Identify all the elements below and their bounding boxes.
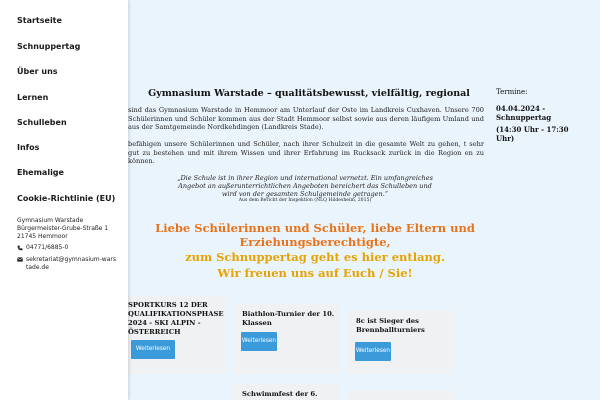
sidebar: [0, 0, 128, 400]
contact-phone-text: 04771/6885-0: [26, 244, 69, 251]
news-card: [128, 296, 226, 374]
news-card: [348, 390, 454, 400]
card-title[interactable]: 8c ist Sieger des Brennballturniers: [356, 317, 425, 334]
welcome-line-4: Wir freuen uns auf Euch / Sie!: [217, 266, 413, 280]
read-more-button[interactable]: Weiterlesen: [355, 342, 391, 361]
card-title[interactable]: Schwimmfest der 6.: [242, 390, 318, 398]
sidebar-item-schnuppertag[interactable]: Schnuppertag: [17, 42, 81, 51]
contact-email[interactable]: [17, 256, 117, 272]
read-more-button[interactable]: Weiterlesen: [131, 340, 175, 359]
page-title: Gymnasium Warstade – qualitätsbewusst, vielfältig, regional: [148, 88, 470, 99]
sidebar-item-ehemalige[interactable]: Ehemalige: [17, 168, 64, 177]
card-title[interactable]: Biathlon-Turnier der 10. Klassen: [242, 310, 335, 327]
sidebar-item-cookie-richtlinie[interactable]: Cookie-Richtlinie (EU): [17, 194, 116, 203]
welcome-line-2: Erziehungsberechtigte,: [239, 235, 391, 249]
news-card: [234, 384, 340, 400]
intro-paragraph-2: befähigen unsere Schülerinnen und Schüler, nach ihrer Schulzeit in die gesamte Welt zu gehen, t sehr gut zu bestehen und mit ihrem Wissen und ihrer Erfahrung im Rucksack zurück in die Region en zu können.: [128, 140, 484, 165]
termine-heading: Termine:: [496, 88, 528, 96]
termine-date: 04.04.2024 -: [496, 104, 546, 113]
termine-event[interactable]: Schnuppertag: [496, 113, 552, 122]
sidebar-item-schulleben[interactable]: Schulleben: [17, 118, 67, 127]
sidebar-item-startseite[interactable]: Startseite: [17, 16, 62, 25]
welcome-line-1: Liebe Schülerinnen und Schüler, liebe Eltern und: [155, 221, 475, 235]
news-card: [348, 310, 454, 374]
contact-city: 21745 Hemmoor: [17, 233, 68, 240]
contact-phone[interactable]: [17, 244, 68, 252]
contact-name: Gymnasium Warstade: [17, 217, 84, 224]
intro-paragraph-1: sind das Gymnasium Warstade in Hemmoor am Unterlauf der Oste im Landkreis Cuxhaven. Unsere 700 Schülerinnen und Schüler kommen aus der Stadt Hemmoor selbst sowie aus deren läufigem Umland und aus der Samtgemeinde Nordkehdingen (Landkreis Stade).: [128, 106, 484, 131]
quote-source: Aus dem Bericht der Inspektion (NLQ Hildesheim, 2015): [238, 198, 372, 203]
contact-street: Bürgermeister-Grube-Straße 1: [17, 225, 109, 232]
contact-email-text: sekretariat@gymnasium-warstade.de: [26, 256, 116, 271]
phone-icon: [17, 245, 23, 251]
sidebar-item-lernen[interactable]: Lernen: [17, 93, 49, 102]
sidebar-item-infos[interactable]: Infos: [17, 143, 40, 152]
inspection-quote: „Die Schule ist in ihrer Region und international vernetzt. Ein umfangreiches Angebot an außerunterrichtlichen Angeboten bereichert das Schulleben und wird von der gesamten Schulgemeinde getragen.“: [177, 174, 433, 198]
read-more-button[interactable]: Weiterlesen: [241, 332, 277, 351]
news-card: [234, 304, 340, 374]
mail-icon: [17, 257, 23, 262]
card-title[interactable]: SPORTKURS 12 DER QUALIFIKATIONSPHASE 2024 - SKI ALPIN - ÖSTERREICH: [128, 301, 224, 336]
termine-time: (14:30 Uhr - 17:30 Uhr): [496, 125, 569, 143]
sidebar-item-ueber-uns[interactable]: Über uns: [17, 67, 58, 76]
welcome-schnuppertag-link[interactable]: zum Schnuppertag geht es hier entlang.: [185, 250, 445, 264]
